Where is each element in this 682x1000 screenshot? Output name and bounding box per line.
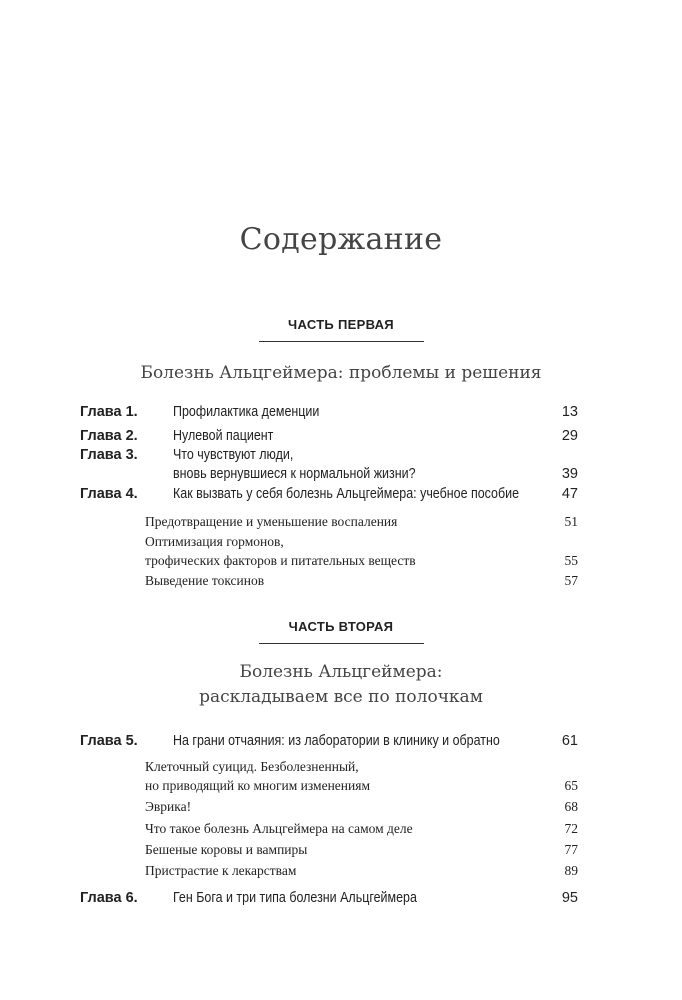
toc-chapter-1[interactable] bbox=[80, 403, 578, 422]
toc-chapter-5[interactable] bbox=[80, 732, 578, 751]
chapter-label: Глава 5. bbox=[80, 733, 138, 749]
page-number: 13 bbox=[561, 404, 578, 420]
section-title: Предотвращение и уменьшение воспаления bbox=[145, 514, 398, 529]
toc-section[interactable] bbox=[145, 571, 578, 590]
page-number: 55 bbox=[564, 553, 578, 568]
page-number: 47 bbox=[561, 486, 578, 502]
toc-section[interactable] bbox=[145, 840, 578, 859]
chapter-title: Ген Бога и три типа болезни Альцгеймера bbox=[173, 890, 417, 906]
section-title: Что такое болезнь Альцгеймера на самом деле bbox=[145, 821, 413, 836]
section-title-line-2: но приводящий ко многим изменениям bbox=[145, 778, 371, 793]
page-number: 39 bbox=[561, 466, 578, 482]
chapter-title-line-2: вновь вернувшиеся к нормальной жизни? bbox=[173, 466, 416, 482]
page-number: 51 bbox=[564, 514, 578, 529]
page-number: 77 bbox=[564, 842, 578, 857]
section-title-line-1: Оптимизация гормонов, bbox=[145, 534, 284, 549]
page-number: 89 bbox=[564, 863, 578, 878]
part-one-divider bbox=[259, 341, 424, 342]
part-two-subtitle-line-2: раскладываем все по полочкам bbox=[199, 687, 483, 707]
page-number: 57 bbox=[564, 573, 578, 588]
toc-section[interactable] bbox=[145, 512, 578, 531]
chapter-label: Глава 3. bbox=[80, 447, 138, 463]
page-number: 72 bbox=[564, 821, 578, 836]
chapter-label: Глава 6. bbox=[80, 890, 138, 906]
section-title-line-1: Клеточный суицид. Безболезненный, bbox=[145, 759, 359, 774]
section-title: Пристрастие к лекарствам bbox=[145, 863, 297, 878]
section-title: Выведение токсинов bbox=[145, 573, 265, 588]
section-title: Эврика! bbox=[145, 799, 192, 814]
toc-section[interactable] bbox=[145, 797, 578, 816]
part-two-heading: ЧАСТЬ ВТОРАЯ bbox=[288, 619, 394, 634]
page-number: 68 bbox=[564, 799, 578, 814]
chapter-label: Глава 1. bbox=[80, 404, 138, 420]
chapter-title-line-1: Что чувствуют люди, bbox=[173, 447, 294, 463]
toc-section[interactable] bbox=[145, 861, 578, 880]
chapter-label: Глава 2. bbox=[80, 428, 138, 444]
toc-chapter-2[interactable] bbox=[80, 427, 578, 446]
part-two-subtitle-line-1: Болезнь Альцгеймера: bbox=[239, 662, 443, 682]
page-number: 95 bbox=[561, 890, 578, 906]
section-title-line-2: трофических факторов и питательных веществ bbox=[145, 553, 416, 568]
toc-chapter-3[interactable] bbox=[80, 446, 578, 484]
part-one-heading: ЧАСТЬ ПЕРВАЯ bbox=[288, 317, 394, 332]
part-one-subtitle: Болезнь Альцгеймера: проблемы и решения bbox=[140, 363, 542, 383]
page-number: 65 bbox=[564, 778, 578, 793]
toc-chapter-4[interactable] bbox=[80, 485, 578, 504]
toc-section[interactable] bbox=[145, 532, 578, 570]
page-number: 61 bbox=[561, 733, 578, 749]
chapter-title: Профилактика деменции bbox=[173, 404, 320, 420]
page-number: 29 bbox=[561, 428, 578, 444]
toc-chapter-6[interactable] bbox=[80, 889, 578, 908]
chapter-title: Нулевой пациент bbox=[173, 428, 274, 444]
chapter-title: Как вызвать у себя болезнь Альцгеймера: учебное пособие bbox=[173, 486, 520, 502]
toc-section[interactable] bbox=[145, 757, 578, 795]
chapter-title: На грани отчаяния: из лаборатории в клинику и обратно bbox=[173, 733, 500, 749]
toc-section[interactable] bbox=[145, 819, 578, 838]
part-two-divider bbox=[259, 643, 424, 644]
chapter-label: Глава 4. bbox=[80, 486, 138, 502]
section-title: Бешеные коровы и вампиры bbox=[145, 842, 308, 857]
page-title: Содержание bbox=[239, 222, 443, 257]
